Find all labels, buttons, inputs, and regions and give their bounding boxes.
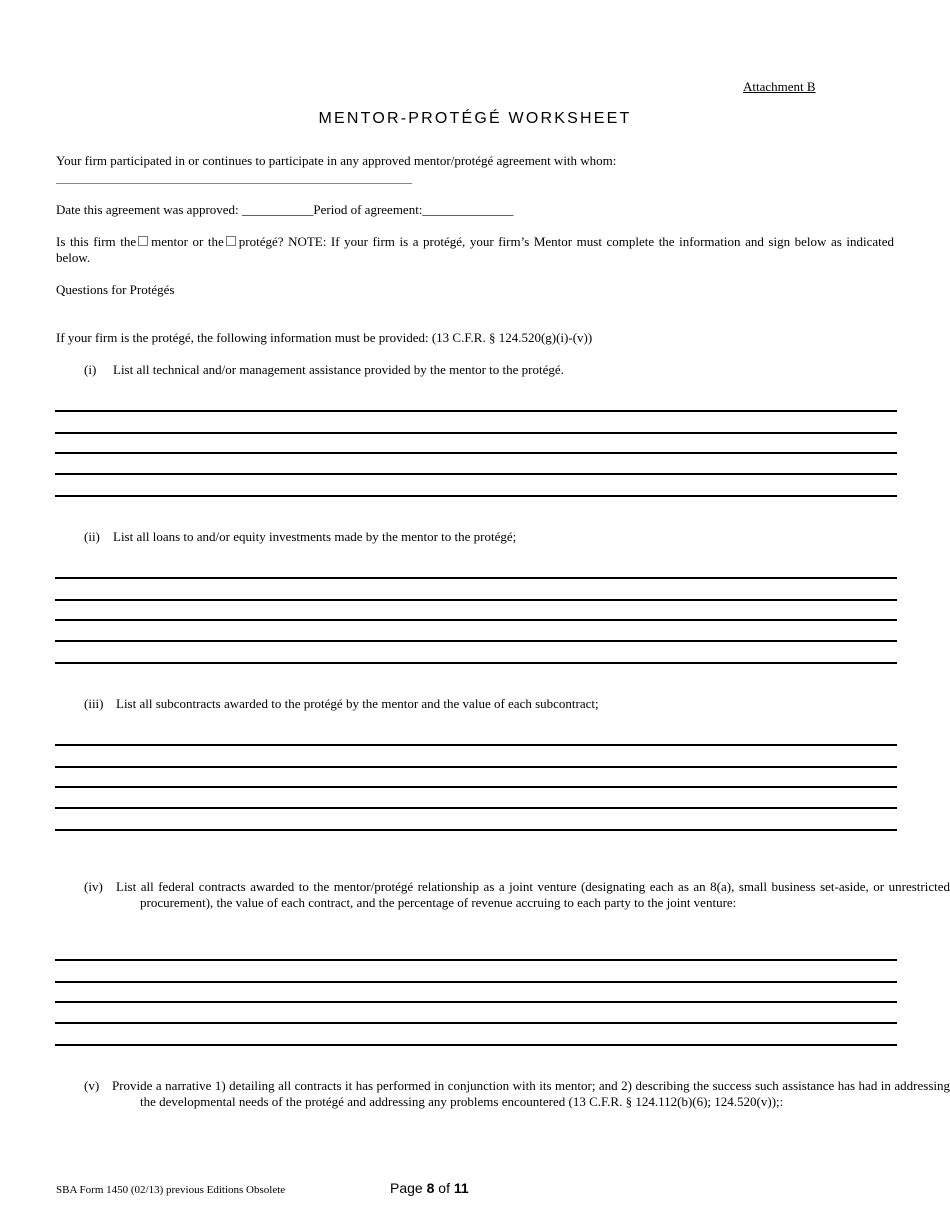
answer-line[interactable]: [55, 1022, 897, 1024]
answer-line[interactable]: [55, 495, 897, 497]
intro-text: Your firm participated in or continues to participate in any approved mentor/protégé agreement with whom:: [56, 153, 617, 168]
protege-checkbox[interactable]: [226, 236, 236, 246]
answer-line[interactable]: [55, 786, 897, 788]
answer-line[interactable]: [55, 829, 897, 831]
question-ii: (ii) List all loans to and/or equity investments made by the mentor to the protégé;: [84, 529, 517, 544]
question-iv: (iv) List all federal contracts awarded to the mentor/protégé relationship as a joint venture (designating each as an 8(a), small business set-aside, or unrestricted procurement), the value of each contract, and the percentage of revenue accruing to each party to the joint venture:: [84, 879, 950, 910]
agreement-dates: [56, 202, 894, 218]
form-number: SBA Form 1450 (02/13) previous Editions Obsolete: [56, 1184, 286, 1196]
answer-line[interactable]: [55, 766, 897, 768]
answer-line[interactable]: [55, 662, 897, 664]
answer-line[interactable]: [55, 807, 897, 809]
answer-line[interactable]: [55, 1001, 897, 1003]
requirement-text: If your firm is the protégé, the following information must be provided: (13 C.F.R. § 124.520(g)(i)-(v)): [56, 330, 593, 345]
question-iii: (iii) List all subcontracts awarded to the protégé by the mentor and the value of each subcontract;: [84, 696, 599, 711]
attachment-label: Attachment B: [743, 79, 816, 94]
answer-line[interactable]: [55, 744, 897, 746]
answer-line[interactable]: [55, 473, 897, 475]
mentor-checkbox[interactable]: [138, 236, 148, 246]
question-i: (i) List all technical and/or management assistance provided by the mentor to the protégé.: [84, 362, 564, 377]
question-v: (v) Provide a narrative 1) detailing all contracts it has performed in conjunction with its mentor; and 2) describing the success such assistance has had in addressing the developmental needs of the protégé and addressing any problems encountered (13 C.F.R. § 124.112(b)(6); 124.520(v));:: [84, 1078, 950, 1109]
answer-line[interactable]: [55, 959, 897, 961]
answer-line[interactable]: [55, 410, 897, 412]
answer-line[interactable]: [55, 452, 897, 454]
answer-line[interactable]: [55, 1044, 897, 1046]
answer-line[interactable]: [55, 599, 897, 601]
section-heading: Questions for Protégés: [56, 282, 175, 297]
period-field[interactable]: Period of agreement:______________: [313, 202, 514, 217]
answer-line[interactable]: [55, 432, 897, 434]
answer-line[interactable]: [55, 619, 897, 621]
answer-line[interactable]: [55, 640, 897, 642]
date-approved-field[interactable]: Date this agreement was approved: ___________: [56, 202, 314, 217]
answer-line[interactable]: [55, 981, 897, 983]
answer-line[interactable]: [55, 577, 897, 579]
page-title: MENTOR-PROTÉGÉ WORKSHEET: [318, 110, 632, 127]
page-number: Page 8 of 11: [390, 1180, 469, 1196]
role-question: Is this firm the mentor or the protégé? NOTE: If your firm is a protégé, your firm’s Mentor must complete the information and sign below as indicated below.: [56, 234, 894, 265]
mentor-name-field[interactable]: [56, 183, 412, 184]
